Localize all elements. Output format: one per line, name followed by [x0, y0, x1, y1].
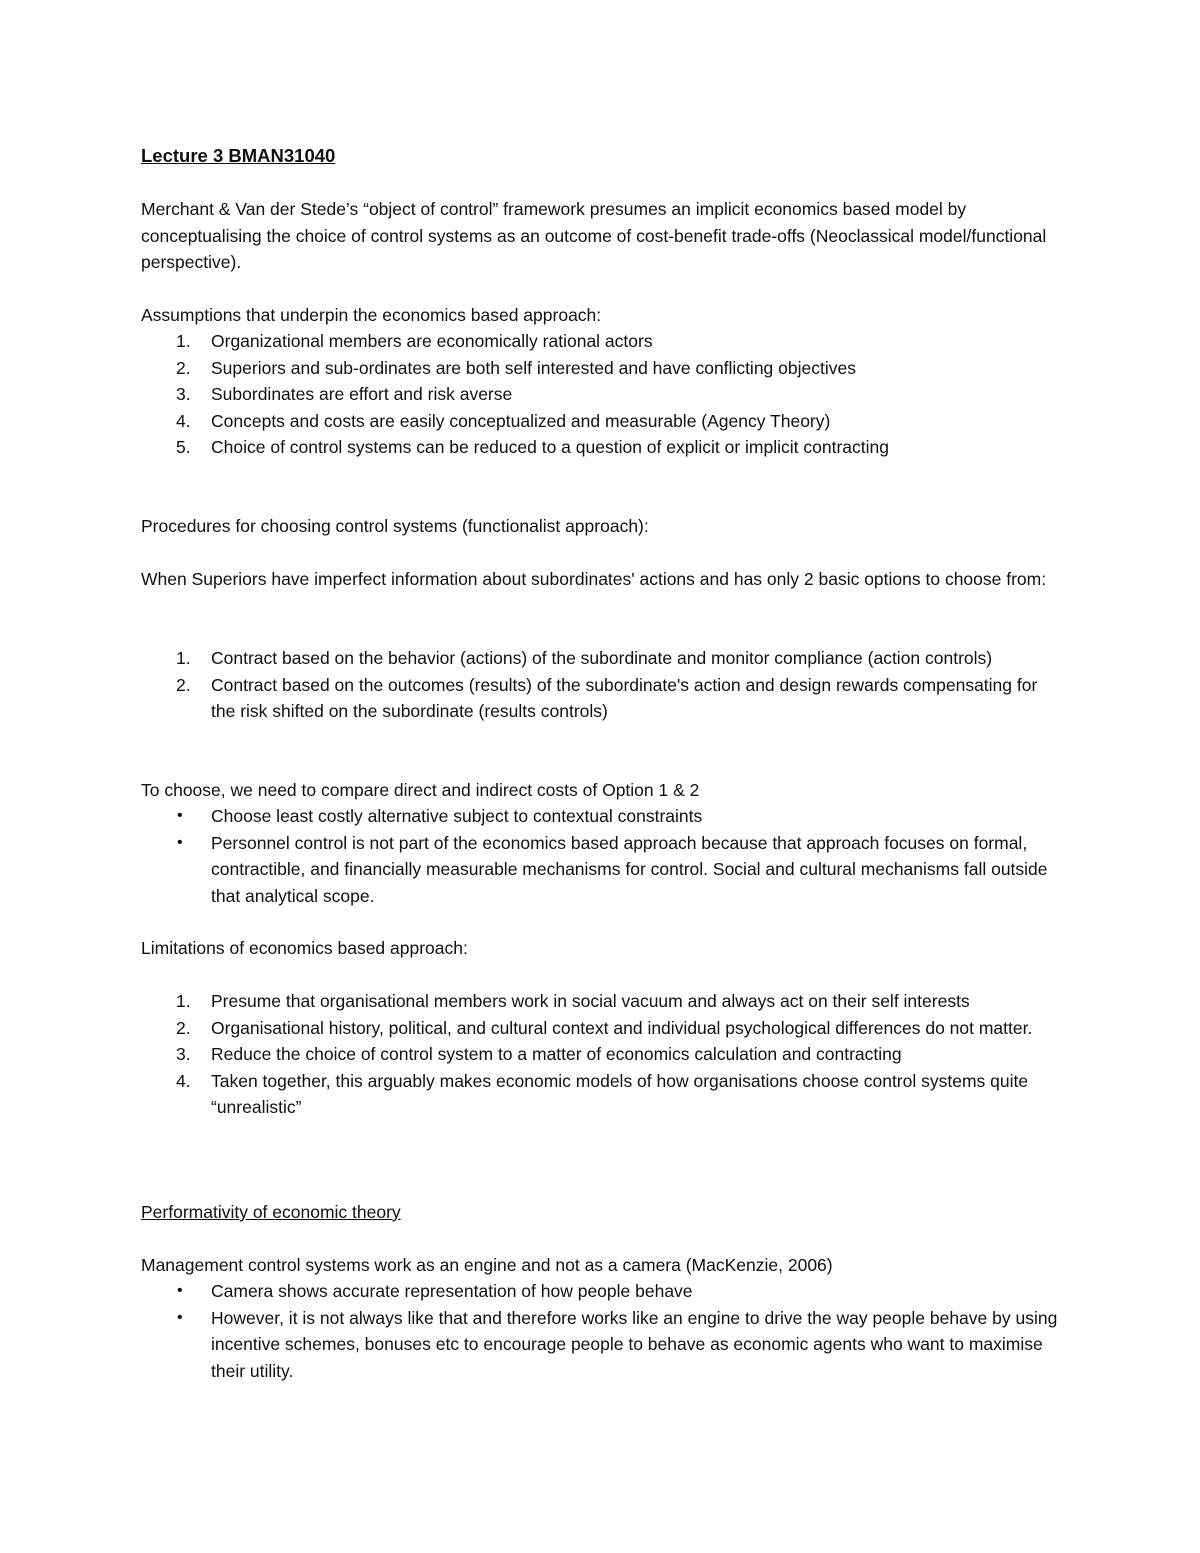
choose-bullet-list: [141, 803, 1061, 909]
list-item: [141, 408, 1061, 435]
limitations-list: [141, 988, 1061, 1121]
assumptions-heading: Assumptions that underpin the economics based approach:: [141, 305, 602, 325]
bullet-icon: •: [177, 807, 183, 824]
procedures-heading: Procedures for choosing control systems (functionalist approach):: [141, 516, 649, 536]
list-number: 5.: [176, 437, 191, 457]
intro-paragraph: Merchant & Van der Stede’s “object of control” framework presumes an implicit economics based model by conceptualising the choice of control systems as an outcome of cost-benefit trade-offs (Neoclassical model/functional perspective).: [141, 199, 1047, 272]
list-item: [141, 1278, 1061, 1305]
performativity-heading: Performativity of economic theory: [141, 1202, 401, 1222]
document-title: Lecture 3 BMAN31040: [141, 145, 336, 166]
list-item-text: Subordinates are effort and risk averse: [211, 384, 513, 404]
list-item: [141, 1041, 1061, 1068]
list-item-text: Superiors and sub-ordinates are both self interested and have conflicting objectives: [211, 357, 856, 378]
list-item: [141, 381, 1061, 408]
list-item: [141, 803, 1061, 830]
bullet-icon: •: [177, 1308, 183, 1326]
list-item-text: Contract based on the outcomes (results) of the subordinate's action and design rewards compensating for the risk shifted on the subordinate (results controls): [211, 674, 1038, 721]
list-item: [141, 830, 1061, 910]
performativity-intro: Management control systems work as an engine and not as a camera (MacKenzie, 2006): [141, 1255, 833, 1275]
list-item-text: Contract based on the behavior (actions) of the subordinate and monitor compliance (action controls): [211, 648, 993, 668]
bullet-icon: •: [177, 1282, 183, 1299]
list-item: [141, 1068, 1061, 1121]
list-item-text: Choose least costly alternative subject to contextual constraints: [211, 806, 703, 826]
list-item-text: Organisational history, political, and cultural context and individual psychological differences do not matter.: [211, 1017, 1033, 1038]
choose-heading: To choose, we need to compare direct and indirect costs of Option 1 & 2: [141, 780, 700, 800]
limitations-heading: Limitations of economics based approach:: [141, 938, 468, 958]
list-number: 1.: [176, 648, 191, 668]
list-number: 2.: [176, 357, 191, 378]
list-item: [141, 355, 1061, 382]
bullet-icon: •: [177, 833, 183, 851]
list-number: 4.: [176, 1070, 191, 1091]
list-item: [141, 1305, 1061, 1385]
list-item: [141, 988, 1061, 1015]
list-item: [141, 645, 1061, 672]
list-item-text: Organizational members are economically rational actors: [211, 331, 653, 351]
procedures-intro: When Superiors have imperfect information about subordinates' actions and has only 2 basic options to choose from:: [141, 569, 1047, 589]
list-item-text: Presume that organisational members work in social vacuum and always act on their self interests: [211, 991, 970, 1011]
list-number: 4.: [176, 410, 191, 431]
list-item: [141, 434, 1061, 461]
list-item-text: However, it is not always like that and therefore works like an engine to drive the way people behave by using incentive schemes, bonuses etc to encourage people to behave as economic agents who want to maximise their utility.: [211, 1307, 1058, 1381]
list-item: [141, 672, 1061, 725]
list-number: 3.: [176, 384, 191, 404]
performativity-bullet-list: [141, 1278, 1061, 1384]
list-number: 2.: [176, 1017, 191, 1038]
list-item-text: Personnel control is not part of the economics based approach because that approach focuses on formal, contractible, and financially measurable mechanisms for control. Social and cultural mechanisms fall outside that analytical scope.: [211, 832, 1048, 906]
list-item: [141, 1015, 1061, 1042]
list-item-text: Choice of control systems can be reduced to a question of explicit or implicit contracting: [211, 437, 889, 457]
list-number: 1.: [176, 331, 191, 351]
options-list: [141, 645, 1061, 725]
list-number: 1.: [176, 991, 191, 1011]
list-item-text: Taken together, this arguably makes economic models of how organisations choose control systems quite “unrealistic”: [211, 1070, 1029, 1117]
list-number: 2.: [176, 674, 191, 695]
list-number: 3.: [176, 1044, 191, 1064]
list-item-text: Reduce the choice of control system to a matter of economics calculation and contracting: [211, 1044, 902, 1064]
list-item-text: Concepts and costs are easily conceptualized and measurable (Agency Theory): [211, 410, 831, 431]
list-item-text: Camera shows accurate representation of how people behave: [211, 1281, 693, 1301]
assumptions-list: [141, 328, 1061, 461]
list-item: [141, 328, 1061, 355]
